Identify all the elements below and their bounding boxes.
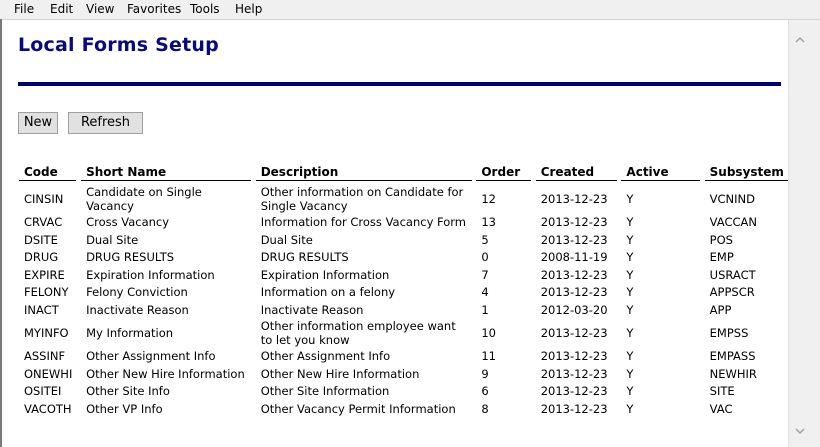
table-row[interactable] — [19, 319, 788, 348]
cell-subsystem: VAC — [709, 401, 733, 416]
table-body — [19, 181, 788, 419]
cell-active: Y — [626, 191, 634, 206]
cell-created: 2013-12-23 — [540, 267, 608, 282]
cell-active: Y — [626, 401, 634, 416]
cell-order: 5 — [481, 232, 489, 247]
cell-active: Y — [626, 302, 634, 317]
table-row[interactable] — [19, 401, 788, 419]
table-row[interactable] — [19, 214, 788, 232]
page-title: Local Forms Setup — [18, 34, 219, 56]
cell-active: Y — [626, 285, 634, 299]
cell-active: Y — [626, 215, 634, 229]
cell-short-name: DRUG RESULTS — [86, 250, 175, 264]
cell-created: 2013-12-23 — [540, 384, 608, 398]
cell-description: DRUG RESULTS — [260, 250, 349, 264]
cell-created: 2013-12-23 — [540, 349, 608, 363]
cell-code: FELONY — [24, 285, 69, 299]
scroll-up-icon[interactable] — [794, 34, 806, 46]
cell-code: DSITE — [24, 232, 58, 247]
cell-order: 7 — [481, 267, 489, 282]
cell-description: Expiration Information — [260, 267, 390, 282]
cell-short-name: Candidate on Single Vacancy — [86, 185, 202, 213]
column-header-short-name[interactable]: Short Name — [81, 161, 251, 181]
cell-subsystem: VCNIND — [709, 191, 756, 206]
cell-created: 2012-03-20 — [540, 302, 608, 317]
cell-order: 13 — [481, 215, 496, 229]
refresh-button[interactable]: Refresh — [68, 112, 143, 134]
table-row[interactable] — [19, 302, 788, 320]
cell-order: 9 — [481, 366, 489, 381]
cell-active: Y — [626, 325, 634, 340]
cell-short-name: Other New Hire Information — [86, 366, 245, 381]
cell-code: OSITEI — [24, 384, 62, 398]
column-header-description[interactable]: Description — [256, 161, 472, 181]
cell-created: 2013-12-23 — [540, 325, 608, 340]
menu-edit[interactable]: Edit — [50, 2, 74, 16]
cell-order: 1 — [481, 302, 489, 317]
cell-order: 0 — [481, 250, 489, 264]
menu-view[interactable]: View — [86, 2, 115, 16]
cell-description: Other New Hire Information — [260, 366, 420, 381]
table-header-row — [19, 161, 788, 181]
cell-short-name: Other VP Info — [86, 401, 163, 416]
cell-created: 2008-11-19 — [540, 250, 608, 264]
cell-code: INACT — [24, 302, 59, 317]
cell-description: Other Site Information — [260, 384, 390, 398]
menu-bar — [0, 0, 820, 20]
scroll-down-icon[interactable] — [794, 425, 806, 437]
cell-short-name: Other Assignment Info — [86, 349, 216, 363]
cell-order: 6 — [481, 384, 489, 398]
cell-short-name: Other Site Info — [86, 384, 170, 398]
new-button[interactable]: New — [18, 112, 58, 134]
table-row[interactable] — [19, 284, 788, 302]
cell-description: Dual Site — [260, 232, 313, 247]
cell-created: 2013-12-23 — [540, 366, 608, 381]
cell-description: Other Assignment Info — [260, 349, 391, 363]
cell-description: Inactivate Reason — [260, 302, 364, 317]
cell-active: Y — [626, 384, 634, 398]
cell-code: MYINFO — [24, 325, 69, 340]
cell-created: 2013-12-23 — [540, 401, 608, 416]
cell-code: VACOTH — [24, 401, 72, 416]
table-row[interactable] — [19, 232, 788, 250]
page-content — [2, 20, 788, 447]
cell-subsystem: NEWHIR — [709, 366, 757, 381]
cell-created: 2013-12-23 — [540, 285, 608, 299]
cell-subsystem: EMPASS — [709, 349, 756, 363]
column-header-code[interactable]: Code — [19, 161, 76, 181]
cell-created: 2013-12-23 — [540, 232, 608, 247]
cell-description: Information for Cross Vacancy Form — [260, 215, 467, 229]
cell-order: 10 — [481, 325, 496, 340]
cell-subsystem: SITE — [709, 384, 735, 398]
column-header-created[interactable]: Created — [536, 161, 617, 181]
cell-subsystem: EMP — [709, 250, 734, 264]
cell-description: Other Vacancy Permit Information — [260, 401, 456, 416]
cell-code: ASSINF — [24, 349, 66, 363]
cell-description: Other information employee want to let you know — [260, 319, 456, 347]
cell-active: Y — [626, 349, 634, 363]
menu-favorites[interactable]: Favorites — [127, 2, 182, 16]
cell-description: Information on a felony — [260, 285, 396, 299]
column-header-active[interactable]: Active — [621, 161, 700, 181]
cell-active: Y — [626, 250, 634, 264]
cell-subsystem: EMPSS — [709, 325, 749, 340]
cell-subsystem: APP — [709, 302, 732, 317]
column-header-subsystem[interactable]: Subsystem — [705, 161, 788, 181]
column-header-order[interactable]: Order — [476, 161, 531, 181]
cell-code: EXPIRE — [24, 267, 65, 282]
table-row[interactable] — [19, 249, 788, 267]
cell-subsystem: APPSCR — [709, 285, 755, 299]
menu-file[interactable]: File — [14, 2, 35, 16]
cell-subsystem: VACCAN — [709, 215, 757, 229]
cell-order: 4 — [481, 285, 489, 299]
cell-active: Y — [626, 232, 634, 247]
cell-subsystem: POS — [709, 232, 733, 247]
cell-created: 2013-12-23 — [540, 215, 608, 229]
cell-short-name: Expiration Information — [86, 267, 215, 282]
table-row[interactable] — [19, 185, 788, 214]
cell-short-name: Dual Site — [86, 232, 139, 247]
cell-code: DRUG — [24, 250, 59, 264]
cell-short-name: Felony Conviction — [86, 285, 188, 299]
cell-subsystem: USRACT — [709, 267, 756, 282]
cell-code: ONEWHI — [24, 366, 73, 381]
table-row[interactable] — [19, 383, 788, 401]
cell-code: CRVAC — [24, 215, 63, 229]
cell-code: CINSIN — [24, 191, 64, 206]
table-row[interactable] — [19, 348, 788, 366]
table-row[interactable] — [19, 366, 788, 384]
cell-order: 11 — [481, 349, 496, 363]
cell-short-name: Cross Vacancy — [86, 215, 170, 229]
cell-order: 8 — [481, 401, 489, 416]
forms-table — [19, 161, 788, 418]
cell-order: 12 — [481, 191, 496, 206]
cell-short-name: My Information — [86, 325, 174, 340]
cell-short-name: Inactivate Reason — [86, 302, 189, 317]
cell-created: 2013-12-23 — [540, 191, 608, 206]
cell-description: Other information on Candidate for Single Vacancy — [260, 185, 464, 213]
table-row[interactable] — [19, 267, 788, 285]
menu-help[interactable]: Help — [235, 2, 263, 16]
menu-tools[interactable]: Tools — [190, 2, 220, 16]
vertical-scrollbar[interactable] — [788, 20, 820, 447]
title-divider — [18, 82, 781, 86]
cell-active: Y — [626, 267, 634, 282]
cell-active: Y — [626, 366, 634, 381]
